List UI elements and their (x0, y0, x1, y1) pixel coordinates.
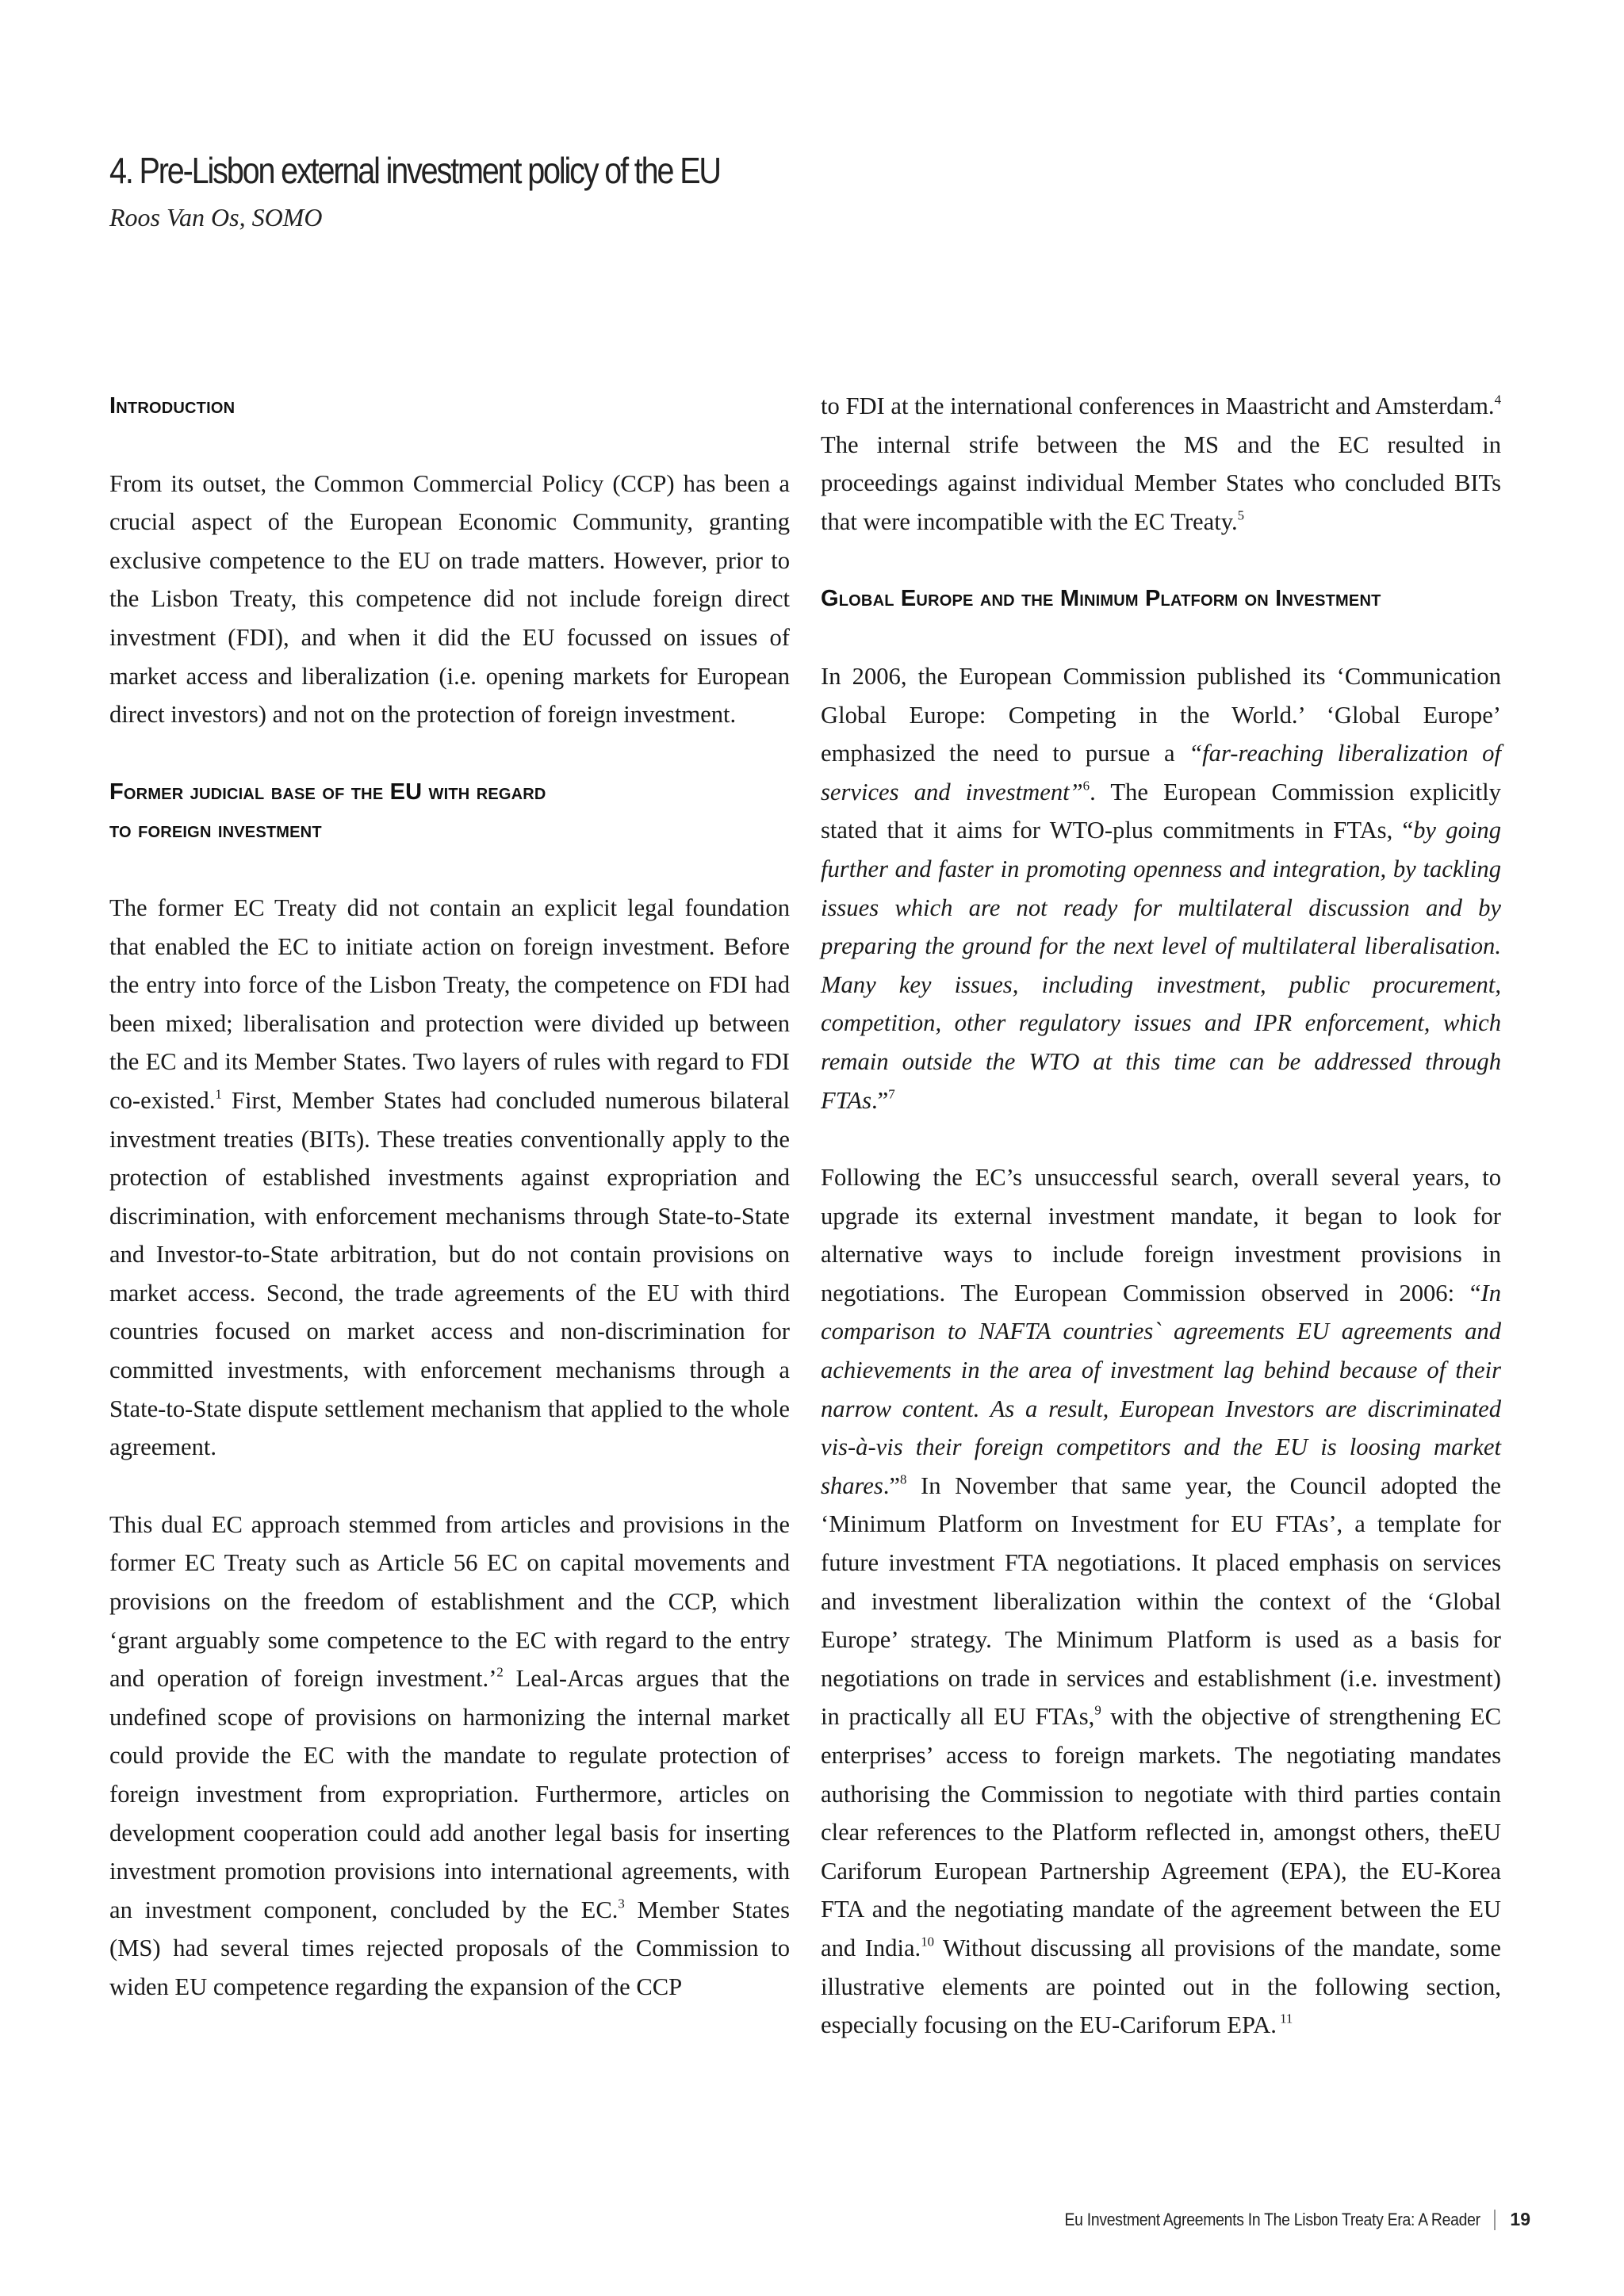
text-segment: Member States (MS) had several times rejected proposals of the Commission to widen EU competence regarding the expansion of the CCP (109, 1896, 790, 2000)
footnote-ref-9: 9 (1094, 1702, 1101, 1718)
footnote-ref-4: 4 (1494, 392, 1501, 408)
footnote-ref-7: 7 (888, 1085, 895, 1101)
paragraph-dual-approach (109, 1506, 790, 2007)
text-segment: First, Member States had concluded numerous bilateral investment treaties (BITs). These treaties conventionally apply to the protection of established investments against expropriation and discrimination, with enforcement mechanisms through State-to-State and Investor-to-State arbitration, but do not contain provisions on market access. Second, the trade agreements of the EU with third countries focused on market access and non-discrimination for committed investments, with enforcement mechanisms through a State-to-State dispute settlement mechanism that applied to the whole agreement. (109, 1086, 790, 1461)
heading-global-europe: Global Europe and the Minimum Platform on Investment (821, 586, 1381, 612)
text-segment: Leal-Arcas argues that the undefined scope of provisions on harmonizing the internal market could provide the EC with the mandate to regulate protection of foreign investment from expropriation. Furthermore, articles on development cooperation could add another legal basis for inserting investment promotion provisions into international agreements, with an investment component, concluded by the EC. (109, 1665, 790, 1923)
paragraph-minimum-platform (821, 1158, 1501, 2045)
text-segment: . The European Commission explicitly stated that it aims for WTO-plus commitments in FTAs, “ (821, 778, 1501, 844)
paragraph-introduction: From its outset, the Common Commercial Policy (CCP) has been a crucial aspect of the European Economic Community, granting exclusive competence to the EU on trade matters. However, prior to the Lisbon Treaty, this competence did not include foreign direct investment (FDI), and when it did the EU focussed on issues of market access and liberalization (i.e. opening markets for European direct investors) and not on the protection of foreign investment. (109, 469, 790, 729)
right-column (821, 387, 1501, 2084)
heading-former-line-2: to foreign investment (109, 817, 322, 844)
text-segment: The former EC Treaty did not contain an explicit legal foundation that enabled the EC to initiate action on foreign investment. Before the entry into force of the Lisbon Treaty, the competence on FDI had been mixed; liberalisation and protection were divided up between the EC and its Member States. Two layers of rules with regard to FDI co-existed. (109, 894, 790, 1114)
heading-introduction: Introduction (109, 393, 236, 419)
footnote-ref-3: 3 (618, 1896, 625, 1911)
heading-former-line-1: Former judicial base of the EU with regard (109, 779, 546, 805)
footer-divider (1494, 2210, 1496, 2230)
text-segment: This dual EC approach stemmed from articles and provisions in the former EC Treaty such as Article 56 EC on capital movements and provisions on the freedom of establishment and the CCP, which ‘grant arguably some competence to the EC with regard to the entry and operation of foreign investment.’ (109, 1510, 790, 1693)
page-footer (1008, 2209, 1530, 2230)
text-segment: to FDI at the international conferences in Maastricht and Amsterdam. (821, 392, 1495, 419)
footnote-ref-10: 10 (921, 1934, 935, 1950)
quote-segment: by going further and faster in promoting openness and integration, by tackling issues which are not ready for multilateral discussion and by preparing the ground for the next level of multilateral liberalisation. Many key issues, including investment, public procurement, competition, other regulatory issues and IPR enforcement, which remain outside the WTO at this time can be addressed through FTAs (821, 817, 1501, 1114)
footnote-ref-8: 8 (900, 1471, 907, 1487)
paragraph-former-treaty (109, 889, 790, 1467)
paragraph-global-europe (821, 657, 1501, 1119)
left-column (109, 387, 790, 2045)
heading-former-judicial-base (109, 773, 790, 850)
quote-segment: “far-reaching liberalization of services and investment” (821, 740, 1501, 806)
page-number: 19 (1510, 2209, 1530, 2229)
footnote-ref-5: 5 (1237, 507, 1245, 523)
footnote-ref-11: 11 (1276, 2011, 1293, 2026)
paragraph-continuation (821, 387, 1501, 541)
footer-book-title: Eu Investment Agreements In The Lisbon Treaty Era: A Reader (1064, 2209, 1480, 2229)
chapter-author: Roos Van Os, SOMO (109, 203, 323, 232)
text-segment: In 2006, the European Commission published its ‘Communication Global Europe: Competing in the World.’ ‘Global Europe’ emphasized the need to pursue a (821, 662, 1501, 767)
text-segment: In November that same year, the Council adopted the ‘Minimum Platform on Investment for EU FTAs’, a template for future investment FTA negotiations. It placed emphasis on services and investment liberalization within the context of the ‘Global Europe’ strategy. The Minimum Platform is used as a basis for negotiations on trade in services and establishment (i.e. investment) in practically all EU FTAs, (821, 1471, 1501, 1731)
chapter-title: 4. Pre-Lisbon external investment policy of the EU (109, 150, 720, 191)
footnote-ref-6: 6 (1082, 778, 1090, 794)
text-segment: Following the EC’s unsuccessful search, overall several years, to upgrade its external investment mandate, it began to look for alternative ways to include foreign investment provisions in negotiations. The European Commission observed in 2006: “ (821, 1164, 1501, 1307)
text-segment: .” (883, 1471, 900, 1499)
quote-segment: In comparison to NAFTA countries` agreements EU agreements and achievements in the area of investment lag behind because of their narrow content. As a result, European Investors are discriminated vis-à-vis their foreign competitors and the EU is loosing market shares (821, 1279, 1501, 1499)
text-segment: .” (871, 1086, 889, 1114)
footnote-ref-1: 1 (215, 1086, 222, 1102)
text-segment: with the objective of strengthening EC enterprises’ access to foreign markets. The negotiating mandates authorising the Commission to negotiate with third parties contain clear references to the Platform reflected in, amongst others, theEU Cariforum European Partnership Agreement (EPA), the EU-Korea FTA and the negotiating mandate of the agreement between the EU and India. (821, 1703, 1501, 1961)
text-segment: The internal strife between the MS and the EC resulted in proceedings against individual Member States who concluded BITs that were incompatible with the EC Treaty. (821, 430, 1501, 535)
text-segment: Without discussing all provisions of the mandate, some illustrative elements are pointed out in the following section, especially focusing on the EU-Cariforum EPA. (821, 1934, 1501, 2039)
footnote-ref-2: 2 (496, 1664, 504, 1680)
